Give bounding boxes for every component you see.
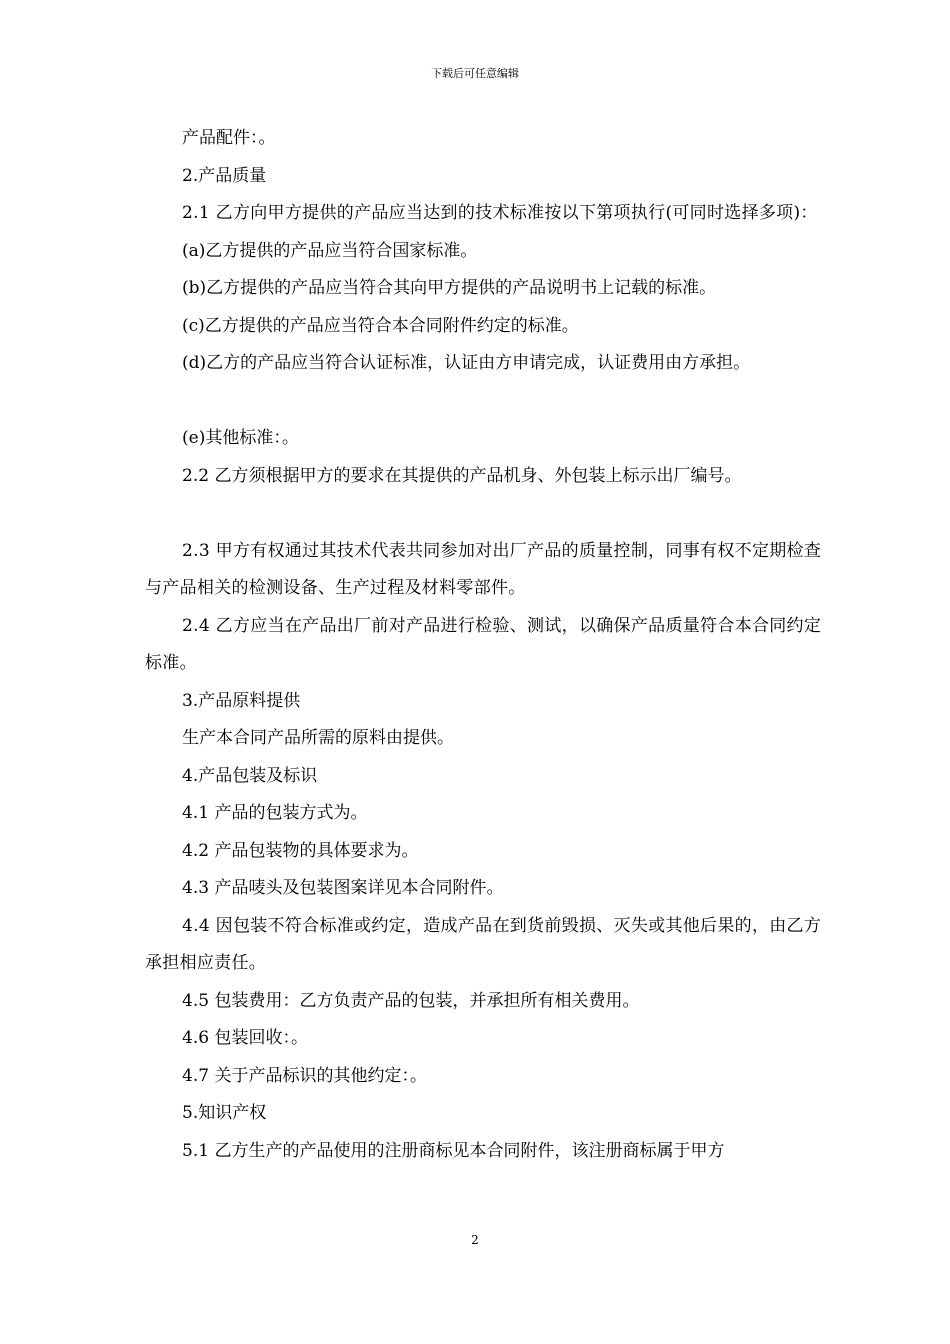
paragraph: 4.6 包装回收：。 [182, 1028, 308, 1048]
section-heading: 3.产品原料提供 [182, 690, 301, 711]
section-heading: 2.产品质量 [182, 165, 267, 186]
document-body [145, 120, 825, 1170]
page-header: 下载后可任意编辑 [431, 67, 519, 80]
paragraph: 产品配件：。 [182, 128, 276, 148]
paragraph: 5.1 乙方生产的产品使用的注册商标见本合同附件，该注册商标属于甲方 [182, 1140, 725, 1161]
paragraph: (c)乙方提供的产品应当符合本合同附件约定的标准。 [182, 315, 579, 336]
section-heading: 4.产品包装及标识 [182, 765, 318, 786]
paragraph: (a)乙方提供的产品应当符合国家标准。 [182, 240, 478, 261]
paragraph: 4.1 产品的包装方式为。 [182, 803, 368, 823]
paragraph: 2.2 乙方须根据甲方的要求在其提供的产品机身、外包装上标示出厂编号。 [182, 465, 742, 486]
paragraph: 2.3 甲方有权通过其技术代表共同参加对出厂产品的质量控制，同事有权不定期检查与产品相关的检测设备、生产过程及材料零部件。 [145, 540, 822, 598]
paragraph: 生产本合同产品所需的原料由提供。 [182, 728, 454, 748]
paragraph: (b)乙方提供的产品应当符合其向甲方提供的产品说明书上记载的标准。 [182, 278, 717, 298]
paragraph: 4.7 关于产品标识的其他约定：。 [182, 1065, 427, 1086]
page-number: 2 [471, 1233, 479, 1247]
paragraph: 4.4 因包装不符合标准或约定，造成产品在到货前毁损、灭失或其他后果的，由乙方承担相应责任。 [145, 915, 822, 973]
paragraph: 4.2 产品包装物的具体要求为。 [182, 840, 419, 861]
paragraph: (e)其他标准：。 [182, 428, 299, 448]
section-heading: 5.知识产权 [182, 1103, 267, 1123]
paragraph: 2.1 乙方向甲方提供的产品应当达到的技术标准按以下第项执行(可同时选择多项)： [182, 203, 818, 223]
paragraph: (d)乙方的产品应当符合认证标准，认证由方申请完成，认证费用由方承担。 [182, 353, 751, 373]
paragraph: 2.4 乙方应当在产品出厂前对产品进行检验、测试，以确保产品质量符合本合同约定标准。 [145, 615, 822, 673]
paragraph: 4.3 产品唛头及包装图案详见本合同附件。 [182, 878, 504, 898]
paragraph: 4.5 包装费用：乙方负责产品的包装，并承担所有相关费用。 [182, 990, 640, 1011]
